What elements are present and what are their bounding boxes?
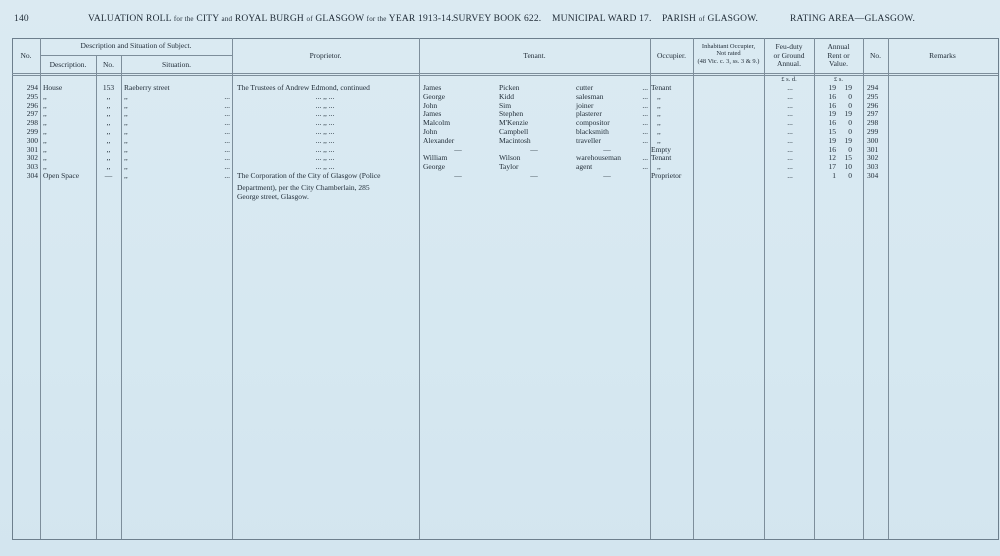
col-rule <box>121 55 122 539</box>
cell-sit: ,, <box>124 171 128 180</box>
cell-occupier: Tenant <box>651 83 672 92</box>
cell-feu: ... <box>787 144 793 154</box>
cell-sit: ,, <box>124 135 128 145</box>
cell-desc: ,, <box>43 109 47 119</box>
col-header-description: Description. <box>49 60 87 69</box>
cell-occ: cutter <box>576 83 594 92</box>
proprietor-continuation: Department), per the City Chamberlain, 285 <box>237 183 370 192</box>
cell-sitdots: ... <box>224 127 230 136</box>
cell-occ: joiner <box>576 100 594 110</box>
cell-desc: ,, <box>43 118 47 128</box>
cell-first: Alexander <box>423 135 455 145</box>
cell-occdots: ... <box>642 100 648 110</box>
cell-pounds: 19 <box>828 135 836 145</box>
cell-sit: ,, <box>124 100 128 110</box>
col-header-proprietor: Proprietor. <box>309 51 342 60</box>
cell-pounds: 16 <box>828 100 836 110</box>
cell-sitdots: ... <box>224 118 230 128</box>
roll-title: VALUATION ROLL for the CITY and ROYAL BURGH of GLASGOW for the YEAR 1913-14. <box>88 14 454 24</box>
cell-prop: ... ,, ... <box>315 135 335 145</box>
cell-first: George <box>423 91 445 101</box>
col-header-remarks: Remarks <box>929 51 956 60</box>
cell-no: 300 <box>26 135 38 145</box>
col-rule <box>814 38 815 539</box>
cell-shill: 0 <box>848 127 852 136</box>
cell-no2: 304 <box>867 171 879 180</box>
cell-shill: 19 <box>844 109 852 119</box>
cell-pounds: 16 <box>828 91 836 101</box>
cell-no: 294 <box>26 83 38 92</box>
cell-prop: ... ,, ... <box>315 144 335 154</box>
cell-prop: The Trustees of Andrew Edmond, continued <box>237 83 370 92</box>
municipal-ward: MUNICIPAL WARD 17. <box>552 14 652 24</box>
col-header-annual-rent: Annual Rent or Value. <box>827 42 850 69</box>
cell-feu: ... <box>787 135 793 145</box>
cell-sit: ,, <box>124 91 128 101</box>
cell-first: — <box>454 144 462 154</box>
cell-last: — <box>530 171 538 180</box>
cell-desc: Open Space <box>43 171 80 180</box>
proprietor-continuation: George street, Glasgow. <box>237 192 309 201</box>
cell-sit: ,, <box>124 153 128 163</box>
cell-no: 301 <box>26 144 38 154</box>
col-header-situation: Situation. <box>162 60 191 69</box>
feu-units: £ s. d. <box>781 76 797 83</box>
cell-feu: ... <box>787 162 793 172</box>
cell-feu: ... <box>787 109 793 119</box>
cell-occupier: ,, <box>657 135 661 145</box>
cell-occ: — <box>603 171 611 180</box>
cell-desc: ,, <box>43 144 47 154</box>
cell-first: George <box>423 162 445 172</box>
cell-no: 304 <box>26 171 38 180</box>
cell-first: William <box>423 153 448 163</box>
cell-last: Wilson <box>499 153 521 163</box>
cell-pounds: 16 <box>828 118 836 128</box>
cell-no2: 303 <box>867 162 879 172</box>
cell-sitdots: ... <box>224 135 230 145</box>
cell-last: Macintosh <box>499 135 531 145</box>
cell-occupier: Empty <box>651 144 671 154</box>
parish: PARISH of GLASGOW. <box>662 14 759 24</box>
cell-shill: 0 <box>848 100 852 110</box>
cell-occupier: Tenant <box>651 153 672 163</box>
cell-no: 302 <box>26 153 38 163</box>
cell-occdots: ... <box>642 91 648 101</box>
col-header-no-right: No. <box>869 51 882 60</box>
cell-no2: 294 <box>867 83 879 92</box>
cell-sitdots: ... <box>224 162 230 172</box>
cell-pounds: 15 <box>828 127 836 136</box>
cell-last: Sim <box>499 100 512 110</box>
cell-dno: ,, <box>106 144 111 154</box>
cell-last: Taylor <box>499 162 519 172</box>
cell-pounds: 12 <box>828 153 836 163</box>
cell-shill: 0 <box>848 91 852 101</box>
cell-shill: 0 <box>848 171 852 180</box>
col-header-tenant: Tenant. <box>523 51 546 60</box>
cell-last: Picken <box>499 83 520 92</box>
cell-first: James <box>423 83 442 92</box>
cell-first: James <box>423 109 442 119</box>
header-rule <box>12 73 998 74</box>
cell-desc: ,, <box>43 153 47 163</box>
col-rule <box>888 38 889 539</box>
cell-shill: 10 <box>844 162 852 172</box>
cell-no: 296 <box>26 100 38 110</box>
cell-sitdots: ... <box>224 171 230 180</box>
cell-desc: ,, <box>43 100 47 110</box>
survey-book: SURVEY BOOK 622. <box>453 14 542 24</box>
cell-desc: House <box>43 83 63 92</box>
cell-occdots: ... <box>642 118 648 128</box>
cell-no: 303 <box>26 162 38 172</box>
cell-shill: 0 <box>848 118 852 128</box>
rating-area: RATING AREA—GLASGOW. <box>790 14 916 24</box>
col-header-occupier: Occupier. <box>657 51 686 60</box>
col-rule <box>40 38 41 539</box>
col-header-desc-no: No. <box>102 60 115 69</box>
cell-first: John <box>423 127 438 136</box>
cell-feu: ... <box>787 91 793 101</box>
cell-occdots: ... <box>642 83 648 92</box>
cell-sit: ,, <box>124 162 128 172</box>
col-rule <box>863 38 864 539</box>
cell-dno: ,, <box>106 135 111 145</box>
cell-occupier: Proprietor <box>651 171 682 180</box>
cell-prop: ... ,, ... <box>315 118 335 128</box>
cell-last: Campbell <box>499 127 529 136</box>
cell-prop: ... ,, ... <box>315 109 335 119</box>
cell-shill: 19 <box>844 83 852 92</box>
cell-occdots: ... <box>642 135 648 145</box>
cell-occupier: ,, <box>657 118 661 128</box>
cell-last: M'Kenzie <box>499 118 529 128</box>
cell-sitdots: ... <box>224 109 230 119</box>
cell-no2: 297 <box>867 109 879 119</box>
cell-last: Kidd <box>499 91 514 101</box>
cell-first: John <box>423 100 438 110</box>
cell-sit: ,, <box>124 144 128 154</box>
cell-dno: 153 <box>102 83 115 92</box>
cell-prop: ... ,, ... <box>315 91 335 101</box>
cell-sitdots: ... <box>224 144 230 154</box>
cell-sit: Raeberry street <box>124 83 170 92</box>
cell-feu: ... <box>787 83 793 92</box>
cell-occdots: ... <box>642 153 648 163</box>
cell-no2: 299 <box>867 127 879 136</box>
cell-occdots: ... <box>642 162 648 172</box>
cell-feu: ... <box>787 118 793 128</box>
cell-desc: ,, <box>43 162 47 172</box>
cell-sit: ,, <box>124 127 128 136</box>
col-header-feu-duty: Feu-duty or Ground Annual. <box>773 42 805 69</box>
cell-prop: ... ,, ... <box>315 153 335 163</box>
cell-desc: ,, <box>43 127 47 136</box>
col-rule <box>419 38 420 539</box>
cell-sitdots: ... <box>224 100 230 110</box>
cell-feu: ... <box>787 153 793 163</box>
cell-no2: 302 <box>867 153 879 163</box>
cell-sit: ,, <box>124 118 128 128</box>
cell-prop: The Corporation of the City of Glasgow (Police <box>237 171 381 180</box>
page-number: 140 <box>14 14 29 24</box>
cell-dno: ,, <box>106 162 111 172</box>
cell-no: 299 <box>26 127 38 136</box>
cell-pounds: 16 <box>828 144 836 154</box>
cell-no2: 298 <box>867 118 879 128</box>
cell-no: 298 <box>26 118 38 128</box>
cell-dno: ,, <box>106 91 111 101</box>
cell-last: Stephen <box>499 109 524 119</box>
cell-shill: 15 <box>844 153 852 163</box>
cell-occdots: ... <box>642 109 648 119</box>
cell-sitdots: ... <box>224 91 230 101</box>
cell-first: Malcolm <box>423 118 451 128</box>
cell-no: 297 <box>26 109 38 119</box>
cell-occ: warehouseman <box>576 153 621 163</box>
cell-dno: — <box>104 171 113 180</box>
cell-dno: ,, <box>106 153 111 163</box>
cell-no2: 295 <box>867 91 879 101</box>
cell-occupier: ,, <box>657 109 661 119</box>
col-header-description-group: Description and Situation of Subject. <box>80 41 192 50</box>
cell-occdots: ... <box>642 127 648 136</box>
col-rule <box>764 38 765 539</box>
cell-last: — <box>530 144 538 154</box>
cell-occ: — <box>603 144 611 154</box>
cell-no2: 300 <box>867 135 879 145</box>
cell-desc: ,, <box>43 135 47 145</box>
cell-shill: 0 <box>848 144 852 154</box>
cell-occ: plasterer <box>576 109 602 119</box>
cell-feu: ... <box>787 127 793 136</box>
group-rule <box>40 55 232 56</box>
cell-pounds: 17 <box>828 162 836 172</box>
cell-dno: ,, <box>106 109 111 119</box>
col-rule <box>232 38 233 539</box>
rent-units: £ s. <box>833 76 844 83</box>
cell-no2: 301 <box>867 144 879 154</box>
cell-no: 295 <box>26 91 38 101</box>
cell-pounds: 19 <box>828 109 836 119</box>
cell-occ: salesman <box>576 91 604 101</box>
cell-dno: ,, <box>106 100 111 110</box>
cell-prop: ... ,, ... <box>315 100 335 110</box>
cell-occ: compositor <box>576 118 610 128</box>
cell-occupier: ,, <box>657 127 661 136</box>
cell-desc: ,, <box>43 91 47 101</box>
cell-feu: ... <box>787 171 793 180</box>
cell-occ: traveller <box>576 135 601 145</box>
page-header <box>0 14 1000 28</box>
cell-pounds: 19 <box>828 83 836 92</box>
col-header-inhabitant: Inhabitant Occupier, Not rated (48 Vic. c. 3, ss. 3 & 9.) <box>697 43 760 65</box>
cell-dno: ,, <box>106 127 111 136</box>
cell-feu: ... <box>787 100 793 110</box>
cell-occupier: ,, <box>657 91 661 101</box>
cell-pounds: 1 <box>832 171 836 180</box>
cell-occupier: ,, <box>657 100 661 110</box>
cell-first: — <box>454 171 462 180</box>
cell-occ: blacksmith <box>576 127 609 136</box>
cell-prop: ... ,, ... <box>315 162 335 172</box>
cell-occupier: ,, <box>657 162 661 172</box>
cell-no2: 296 <box>867 100 879 110</box>
cell-occ: agent <box>576 162 593 172</box>
cell-sitdots: ... <box>224 153 230 163</box>
cell-prop: ... ,, ... <box>315 127 335 136</box>
cell-shill: 19 <box>844 135 852 145</box>
col-header-no: No. <box>20 51 32 60</box>
cell-dno: ,, <box>106 118 111 128</box>
cell-sit: ,, <box>124 109 128 119</box>
